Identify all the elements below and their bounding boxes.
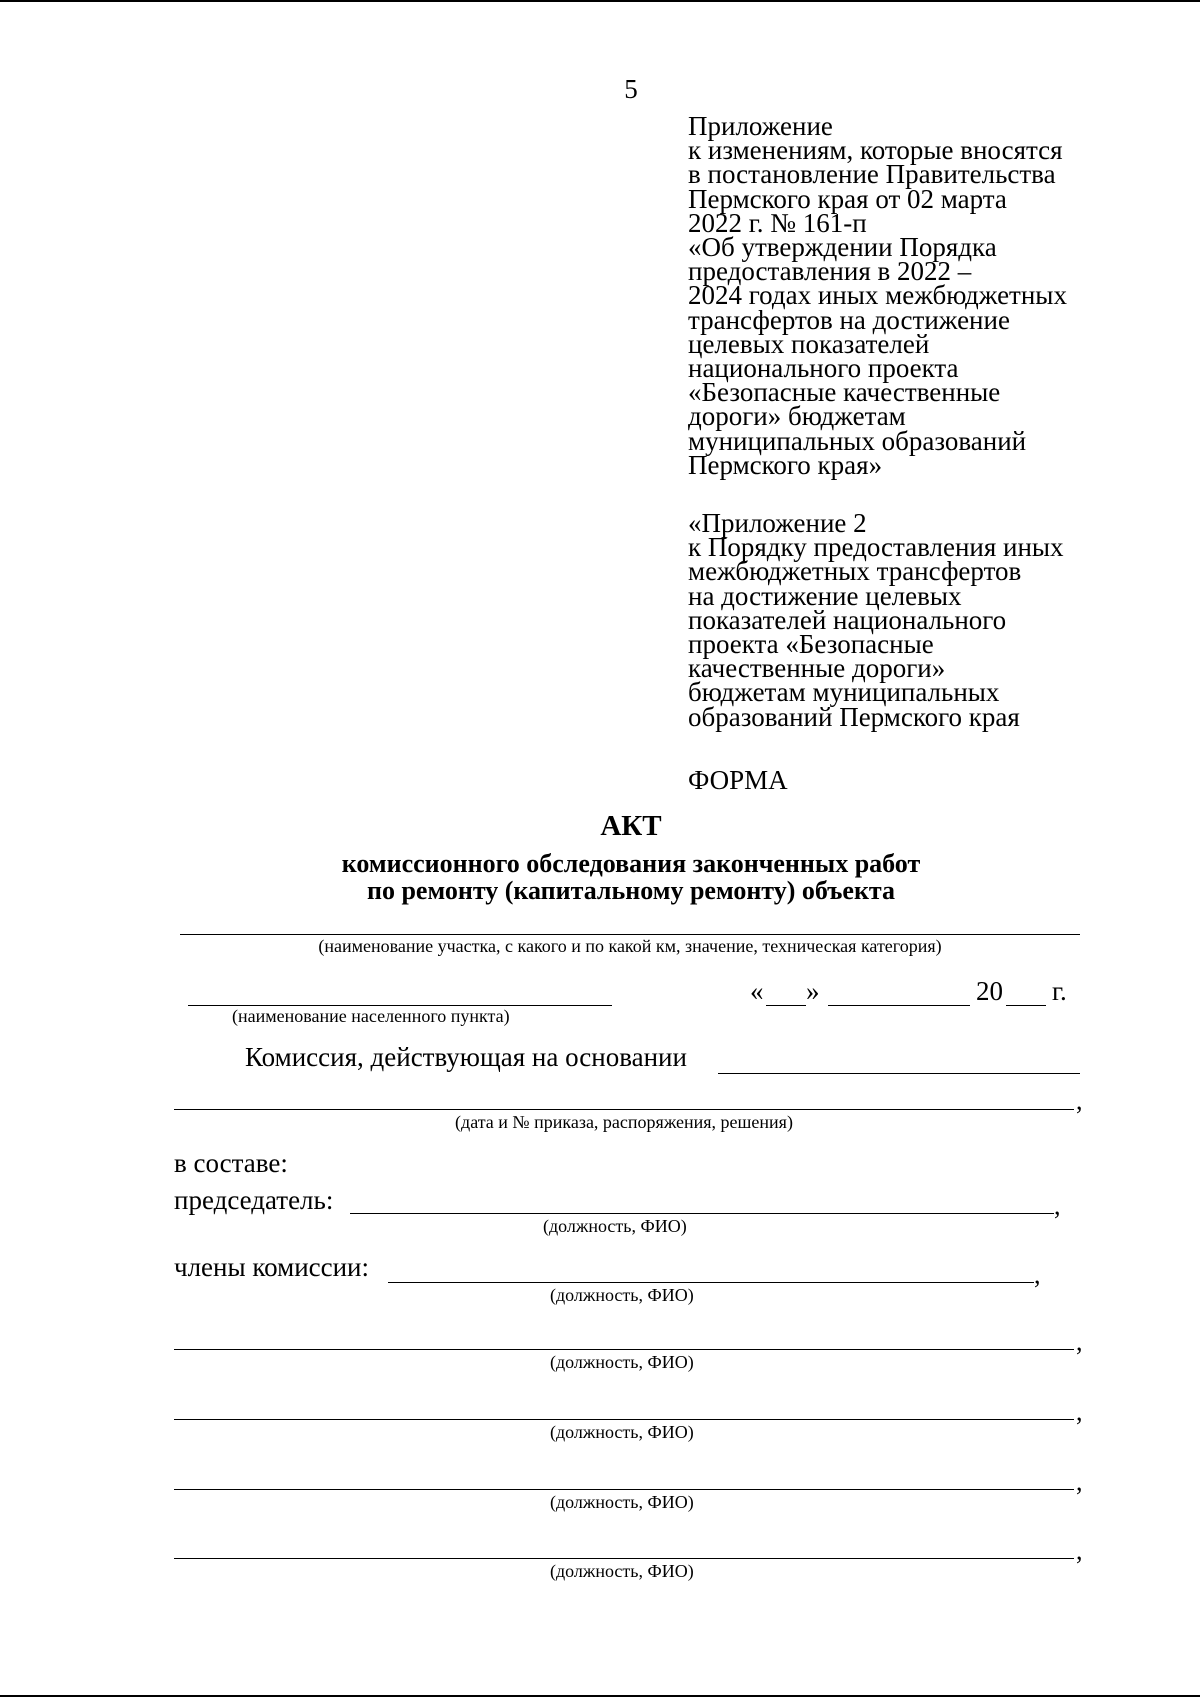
member-caption-1: (должность, ФИО) [550, 1285, 694, 1305]
date-year-suffix: г. [1052, 976, 1067, 1006]
annex-1-line: 2022 г. № 161-п [688, 207, 867, 238]
members-label: члены комиссии: [174, 1252, 370, 1282]
annex-1-line: к изменениям, которые вносятся [688, 135, 1063, 166]
form-label: ФОРМА [688, 765, 788, 795]
act-subtitle-line-2: по ремонту (капитальному ремонту) объекта [366, 876, 896, 905]
order-caption: (дата и № приказа, распоряжения, решения) [455, 1112, 793, 1132]
member-field-2[interactable] [174, 1349, 1074, 1350]
order-comma: , [1076, 1086, 1083, 1115]
annex-2-line: проекта «Безопасные [688, 629, 934, 660]
member-comma-1: , [1034, 1260, 1041, 1289]
act-title: АКТ [600, 810, 662, 842]
annex-1-line: трансфертов на достижение [688, 304, 1010, 335]
date-day-field[interactable] [766, 1005, 806, 1006]
member-caption-5: (должность, ФИО) [550, 1561, 694, 1581]
annex-header-1 [688, 111, 1188, 480]
annex-2-line: «Приложение 2 [688, 508, 867, 538]
annex-1-line: «Безопасные качественные [688, 377, 1001, 408]
date-month-field[interactable] [828, 1005, 970, 1006]
annex-1-line: «Об утверждении Порядка [688, 232, 997, 263]
annex-1-line: Приложение [688, 111, 833, 141]
member-comma-4: , [1076, 1467, 1083, 1496]
date-year-prefix: 20 [976, 976, 1003, 1006]
annex-1-line: Пермского края от 02 марта [688, 183, 1007, 214]
annex-2-line: к Порядку предоставления иных [688, 532, 1064, 563]
annex-2-line: бюджетам муниципальных [688, 677, 1000, 708]
member-caption-3: (должность, ФИО) [550, 1422, 694, 1442]
settlement-caption: (наименование населенного пункта) [232, 1006, 510, 1026]
page-number: 5 [624, 74, 638, 104]
member-comma-2: , [1076, 1327, 1083, 1356]
composition-label: в составе: [174, 1148, 288, 1178]
date-open-quote: « [750, 976, 764, 1006]
annex-1-line: муниципальных образований [688, 425, 1027, 456]
member-field-1[interactable] [388, 1282, 1034, 1283]
member-field-5[interactable] [174, 1558, 1074, 1559]
annex-2-line: качественные дороги» [688, 653, 946, 684]
date-year-field[interactable] [1006, 1005, 1046, 1006]
member-caption-2: (должность, ФИО) [550, 1352, 694, 1372]
section-name-caption: (наименование участка, с какого и по какой км, значение, техническая категория) [318, 936, 942, 956]
annex-1-line: в постановление Правительства [688, 159, 1056, 190]
annex-1-line: предоставления в 2022 – [688, 256, 972, 287]
annex-2-line: межбюджетных трансфертов [688, 556, 1022, 587]
annex-2-line: показателей национального [688, 604, 1007, 635]
annex-header-2 [688, 508, 1188, 732]
date-close-quote: » [806, 976, 820, 1006]
annex-1-line: 2024 годах иных межбюджетных [688, 280, 1067, 311]
act-subtitle-line-1: комиссионного обследования законченных работ [341, 849, 921, 878]
commission-basis-field[interactable] [718, 1073, 1080, 1074]
member-caption-4: (должность, ФИО) [550, 1492, 694, 1512]
annex-2-line: образований Пермского края [688, 701, 1020, 732]
act-subtitle [0, 850, 1200, 904]
member-field-4[interactable] [174, 1489, 1074, 1490]
annex-1-line: дороги» бюджетам [688, 401, 906, 432]
chairman-comma: , [1054, 1191, 1061, 1220]
member-field-3[interactable] [174, 1419, 1074, 1420]
annex-2-line: на достижение целевых [688, 580, 962, 611]
section-name-field[interactable] [180, 934, 1080, 935]
annex-1-line: национального проекта [688, 353, 959, 384]
commission-basis-label: Комиссия, действующая на основании [245, 1042, 687, 1072]
chairman-label: председатель: [174, 1185, 334, 1215]
chairman-caption: (должность, ФИО) [543, 1216, 687, 1236]
annex-1-line: Пермского края» [688, 449, 883, 480]
order-field[interactable] [174, 1109, 1074, 1110]
chairman-field[interactable] [350, 1213, 1054, 1214]
member-comma-3: , [1076, 1397, 1083, 1426]
member-comma-5: , [1076, 1536, 1083, 1565]
annex-1-line: целевых показателей [688, 328, 930, 359]
